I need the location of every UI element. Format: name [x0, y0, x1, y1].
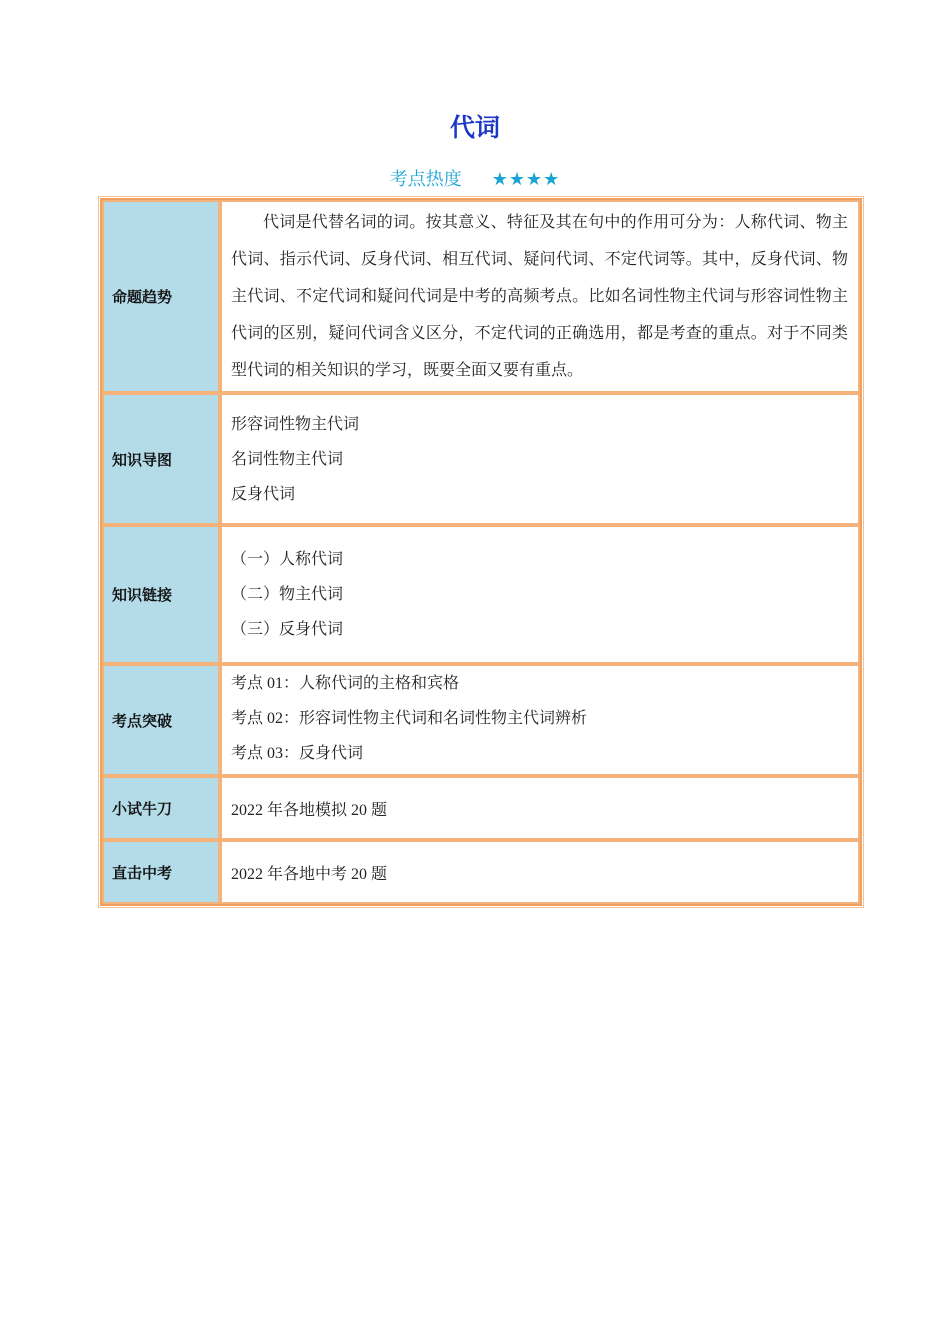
page-title: 代词: [449, 113, 500, 142]
heat-rating: [0, 165, 950, 191]
row-label: 小试牛刀: [102, 776, 220, 840]
row-content: [220, 664, 860, 776]
star-rating-icon: ★★★★: [491, 169, 561, 190]
table-row: [102, 393, 860, 525]
list-item: 反身代词: [231, 485, 296, 503]
heat-label: 考点热度: [389, 169, 462, 190]
overview-table: [100, 198, 862, 906]
row-content: [220, 393, 860, 525]
row-label: 命题趋势: [102, 200, 220, 393]
list-item: 名词性物主代词: [231, 450, 344, 468]
table-row: [102, 840, 860, 904]
row-content: [220, 840, 860, 904]
row-label: 考点突破: [102, 664, 220, 776]
list-item: 2022 年各地模拟 20 题: [231, 801, 388, 819]
table-row: [102, 200, 860, 393]
row-content: [220, 776, 860, 840]
list-item: 考点 02：形容词性物主代词和名词性物主代词辨析: [231, 710, 588, 727]
trend-paragraph: 代词是代替名词的词。按其意义、特征及其在句中的作用可分为：人称代词、物主代词、指示代词、反身代词、相互代词、疑问代词、不定代词等。其中，反身代词、物主代词、不定代词和疑问代词是中考的高频考点。比如名词性物主代词与形容词性物主代词的区别，疑问代词含义区分，不定代词的正确选用，都是考查的重点。对于不同类型代词的相关知识的学习，既要全面又要有重点。: [231, 214, 848, 379]
list-item: （一）人称代词: [231, 551, 344, 568]
list-item: 2022 年各地中考 20 题: [231, 865, 388, 883]
table-row: [102, 525, 860, 664]
row-label: 知识导图: [102, 393, 220, 525]
row-label: 知识链接: [102, 525, 220, 664]
list-item: 考点 01：人称代词的主格和宾格: [231, 675, 460, 692]
row-content: [220, 200, 860, 393]
table-row: [102, 776, 860, 840]
table-row: [102, 664, 860, 776]
row-content: [220, 525, 860, 664]
list-item: 形容词性物主代词: [231, 415, 360, 433]
list-item: （二）物主代词: [231, 586, 344, 603]
row-label: 直击中考: [102, 840, 220, 904]
list-item: （三）反身代词: [231, 621, 344, 638]
list-item: 考点 03：反身代词: [231, 745, 364, 762]
